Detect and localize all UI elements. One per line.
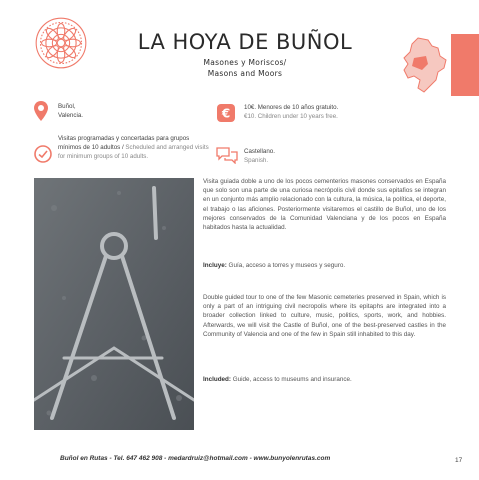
visits-text [58, 134, 213, 161]
subtitle-spanish: Masones y Moriscos/ [203, 58, 287, 67]
language-text [244, 147, 394, 165]
subtitle-english: Masons and Moors [207, 69, 283, 78]
accent-bar [451, 34, 479, 96]
map-pin-icon [34, 101, 48, 121]
location-text [58, 102, 198, 120]
svg-text:€: € [221, 106, 231, 121]
speech-bubbles-icon [216, 147, 238, 164]
spanish-includes-text: Guía, acceso a torres y museos y seguro. [226, 262, 346, 269]
location-english: Valencia. [58, 112, 83, 119]
price-spanish: 10€. Menores de 10 años gratuito. [244, 104, 339, 111]
price-text [244, 103, 444, 121]
visits-english: Scheduled and arranged visits for minimum groups of 10 adults. [58, 144, 209, 160]
masonic-stone-photo [34, 178, 194, 430]
page-subtitle [120, 57, 370, 79]
english-includes-text: Guide, access to museums and insurance. [231, 376, 352, 383]
region-map-icon [398, 36, 450, 94]
language-spanish: Castellano. [244, 148, 275, 155]
rosette-icon [34, 16, 88, 70]
footer-contact: Buñol en Rutas - Tel. 647 462 908 - medardruiz@hotmail.com - www.bunyolenrutas.com [60, 455, 331, 462]
spanish-description: Visita guiada doble a uno de los pocos cementerios masones conservados en España que solo son una parte de una curiosa necrópolis civil donde sus epitafios se integran en un conjunto más amplio relacionado con la cultura, la música, la política, el deporte, el trabajo o las aficiones. Posteriormente visitaremos el castillo de Buñol, uno de los mejores conservados de la Comunidad Valenciana y de los pocos en España habitados hasta la actualidad. [203, 178, 446, 232]
english-includes-label: Included: [203, 376, 231, 383]
english-includes [203, 375, 446, 384]
euro-icon [217, 104, 235, 122]
price-english: €10. Children under 10 years free. [244, 113, 338, 120]
language-english: Spanish. [244, 157, 269, 164]
english-description: Double guided tour to one of the few Masonic cemeteries preserved in Spain, which is only a part of an intriguing civil necropolis where its epitaphs are integrated into a broader collection linked to culture, music, politics, sports, work, and hobbies. Afterwards, we will visit the Castle of Buñol, one of the best-preserved castles in the Community of Valencia and one of the few in Spain still inhabited to this day. [203, 294, 446, 338]
check-circle-icon [34, 145, 52, 163]
page-number: 17 [455, 457, 463, 464]
page-title: LA HOYA DE BUÑOL [137, 30, 353, 54]
spanish-includes [203, 261, 446, 270]
visits-spanish: Visitas programadas y concertadas para grupos mínimos de 10 adultos / [58, 135, 190, 151]
spanish-includes-label: Incluye: [203, 262, 227, 269]
location-spanish: Buñol, [58, 103, 76, 110]
